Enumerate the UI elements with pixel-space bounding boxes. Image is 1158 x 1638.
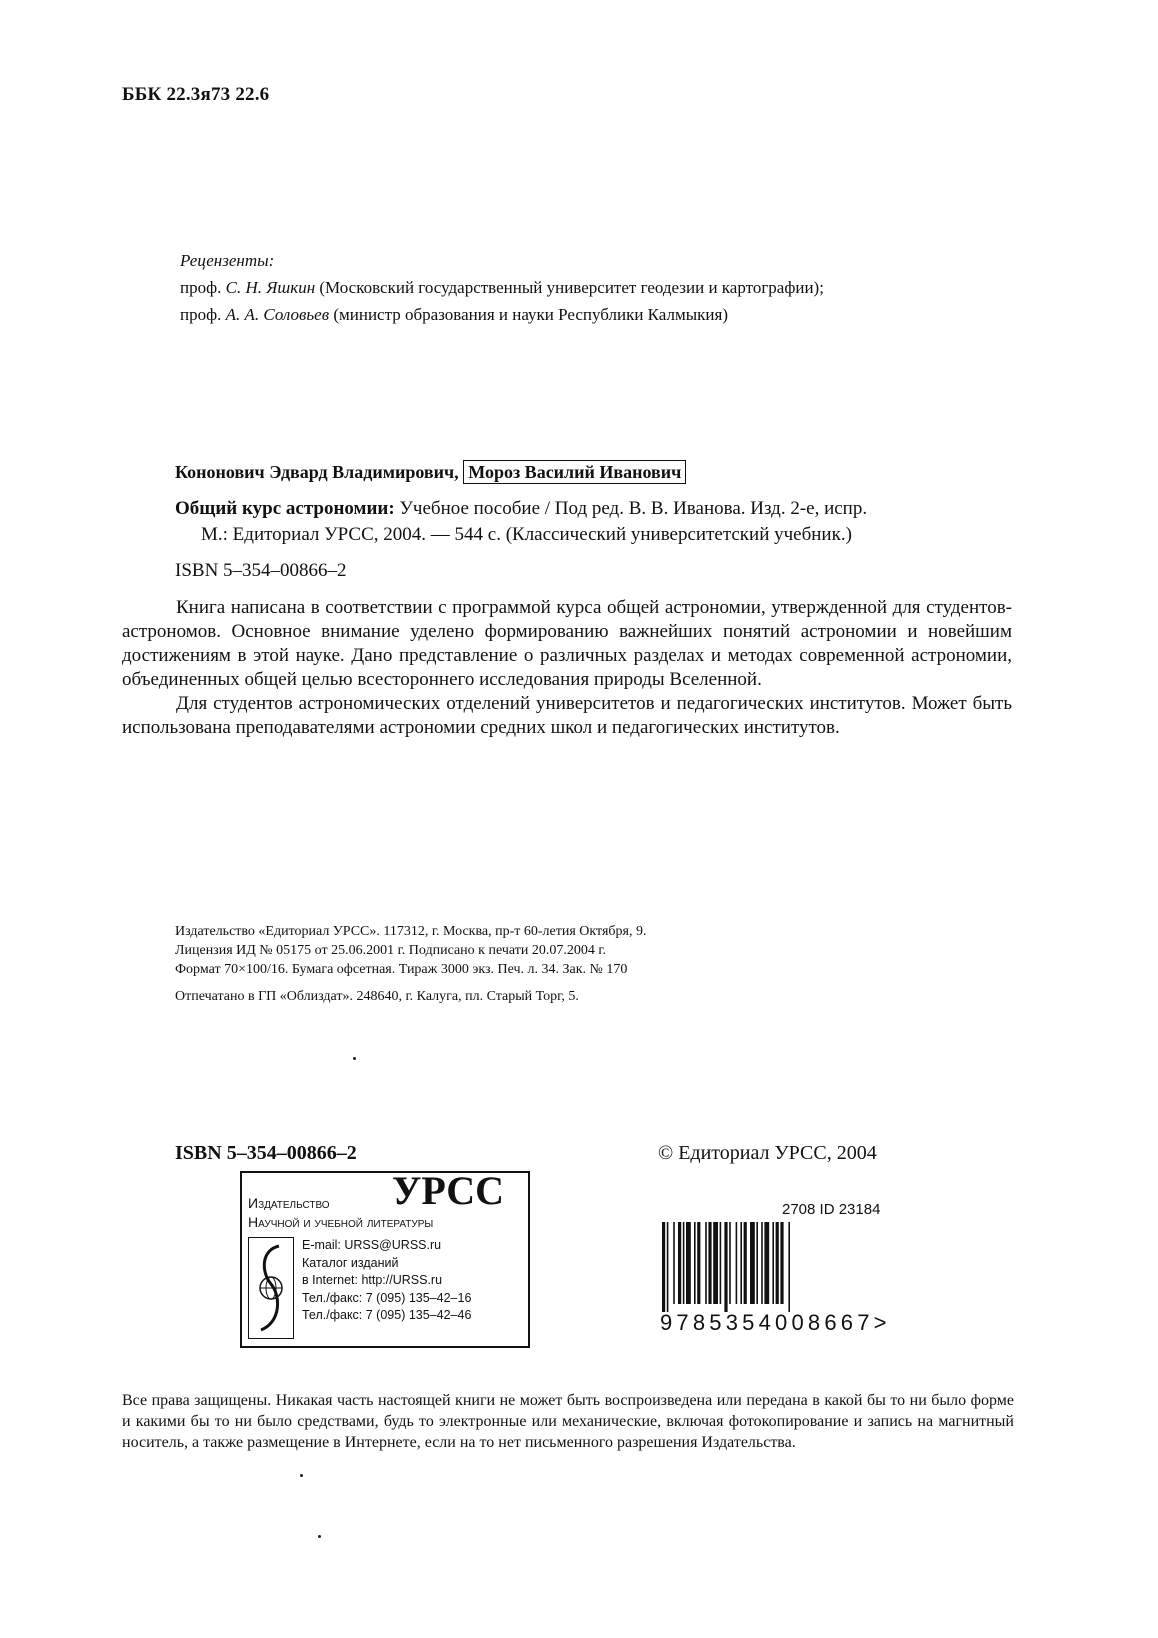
abstract-paragraph: Книга написана в соответствии с программой курса общей астрономии, утвержденной для студентов-астрономов. Основное внимание уделено формированию важнейших понятий астрономии и новейшим достижениям в этой науке. Дано представление о различных разделах и методах современной астрономии, объединенных общей целью всестороннего исследования природы Вселенной. xyxy=(122,597,1012,690)
publisher-brand: УРСС xyxy=(392,1168,505,1213)
imprint-line: Отпечатано в ГП «Облиздат». 248640, г. Калуга, пл. Старый Торг, 5. xyxy=(175,989,579,1004)
rights-notice: Все права защищены. Никакая часть настоящей книги не может быть воспроизведена или передана в какой бы то ни было форме и какими бы то ни было средствами, будь то электронные или механические, включая фотокопирование и запись на магнитный носитель, а также размещение в Интернете, если на то нет письменного разрешения Издательства. xyxy=(122,1392,1014,1451)
isbn-bottom: ISBN 5–354–00866–2 xyxy=(175,1142,357,1164)
publisher-logo-icon xyxy=(248,1237,294,1339)
authors-line xyxy=(175,462,686,483)
bib-line2: М.: Едиториал УРСС, 2004. — 544 с. (Классический университетский учебник.) xyxy=(201,524,852,545)
bbk-code: ББК 22.3я73 22.6 xyxy=(122,84,270,105)
reviewer-line: проф. А. А. Соловьев (министр образования и науки Республики Калмыкия) xyxy=(180,305,728,324)
contact-email: E-mail: URSS@URSS.ru xyxy=(302,1238,442,1252)
imprint-line: Лицензия ИД № 05175 от 25.06.2001 г. Подписано к печати 20.07.2004 г. xyxy=(175,943,606,958)
author-second: Мороз Василий Иванович xyxy=(463,460,686,484)
contact-phone: Тел./факс: 7 (095) 135–42–16 xyxy=(302,1290,472,1305)
bibliography-entry xyxy=(175,496,1005,548)
imprint-line: Формат 70×100/16. Бумага офсетная. Тираж 3000 экз. Печ. л. 34. Зак. № 170 xyxy=(175,962,628,977)
contact-catalog: Каталог изданий xyxy=(302,1255,399,1270)
speck xyxy=(300,1474,303,1477)
barcode-code: 2708 ID 23184 xyxy=(782,1201,881,1218)
speck xyxy=(353,1057,356,1060)
speck xyxy=(318,1535,321,1538)
reviewer-line: проф. С. Н. Яшкин (Московский государственный университет геодезии и картографии); xyxy=(180,278,824,297)
publisher-subtitle: Научной и учебной литературы xyxy=(248,1214,434,1230)
barcode-icon xyxy=(662,1222,862,1317)
publisher-izd: Издательство xyxy=(248,1195,330,1211)
abstract-paragraph: Для студентов астрономических отделений университетов и педагогических институтов. Может быть использована преподавателями астрономии средних школ и педагогических институтов. xyxy=(122,693,1012,738)
reviewer-name: С. Н. Яшкин xyxy=(225,278,316,297)
isbn-top: ISBN 5–354–00866–2 xyxy=(175,560,347,581)
publisher-box xyxy=(240,1168,530,1348)
imprint xyxy=(175,922,646,1006)
book-title: Общий курс астрономии: xyxy=(175,498,395,519)
imprint-line: Издательство «Едиториал УРСС». 117312, г. Москва, пр-т 60-летия Октября, 9. xyxy=(175,924,647,939)
publisher-contacts xyxy=(302,1237,471,1325)
copyright: © Едиториал УРСС, 2004 xyxy=(658,1142,877,1164)
reviewers-block xyxy=(180,247,824,328)
reviewers-title: Рецензенты: xyxy=(180,251,275,270)
abstract xyxy=(122,596,1012,740)
contact-web: в Internet: http://URSS.ru xyxy=(302,1273,443,1287)
contact-phone: Тел./факс: 7 (095) 135–42–46 xyxy=(302,1308,472,1322)
bib-line1: Учебное пособие / Под ред. В. В. Иванова. Изд. 2-е, испр. xyxy=(399,498,868,519)
barcode-digits: 9785354008667> xyxy=(660,1310,891,1335)
author-first: Кононович Эдвард Владимирович, xyxy=(175,462,459,482)
reviewer-name: А. А. Соловьев xyxy=(225,305,330,324)
